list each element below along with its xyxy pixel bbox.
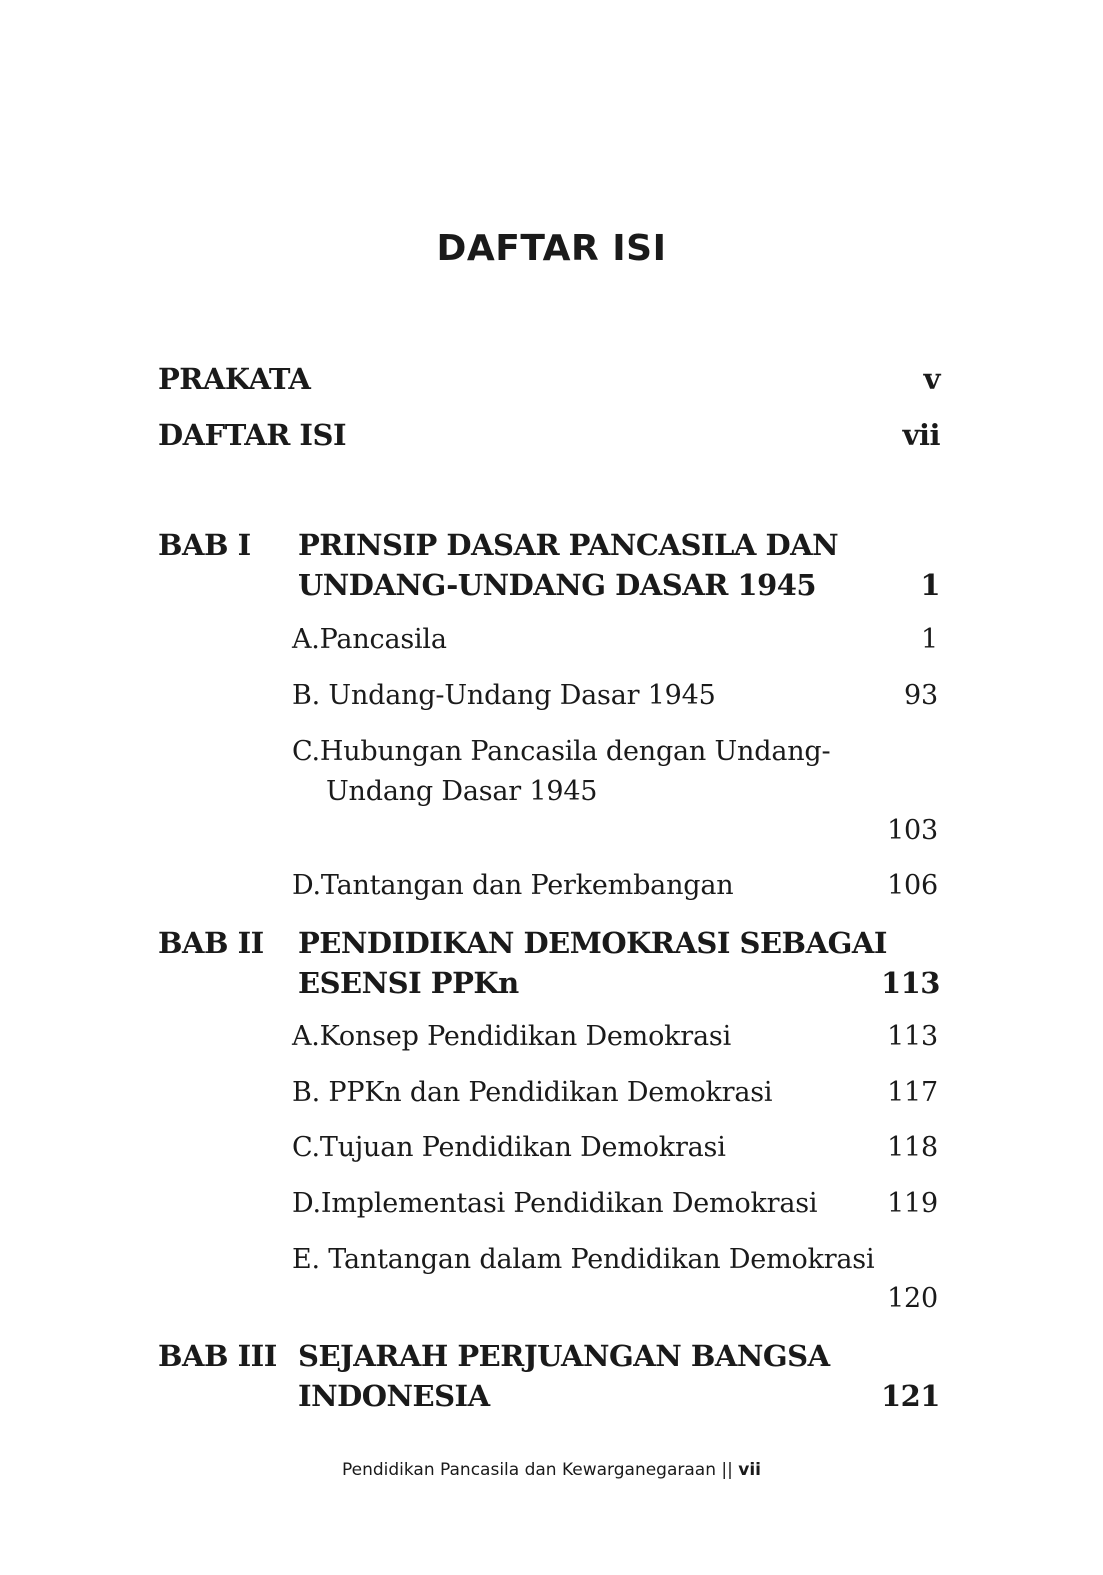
toc-entry-daftar-isi[interactable] xyxy=(0,418,1103,458)
section-label: C.Hubungan Pancasila dengan Undang- xyxy=(292,736,831,767)
section-page: 117 xyxy=(887,1077,938,1108)
toc-section[interactable] xyxy=(0,1021,1103,1061)
section-label: D.Tantangan dan Perkembangan xyxy=(292,870,734,901)
toc-section[interactable] xyxy=(0,1077,1103,1117)
toc-label: DAFTAR ISI xyxy=(158,418,347,452)
page-title: DAFTAR ISI xyxy=(436,228,667,269)
toc-section[interactable] xyxy=(0,1188,1103,1228)
section-page: 119 xyxy=(887,1188,938,1219)
chapter-title-line: ESENSI PPKn xyxy=(298,966,519,1000)
chapter-number: BAB III xyxy=(158,1339,277,1373)
chapter-heading-bab-3-cont[interactable] xyxy=(0,1379,1103,1419)
chapter-heading-bab-2-cont[interactable] xyxy=(0,966,1103,1006)
section-page: 113 xyxy=(887,1021,938,1052)
chapter-heading-bab-1[interactable] xyxy=(0,528,1103,568)
chapter-title-line: SEJARAH PERJUANGAN BANGSA xyxy=(298,1339,830,1373)
toc-section-page-line[interactable] xyxy=(0,1283,1103,1323)
toc-section[interactable] xyxy=(0,1132,1103,1172)
section-page: 118 xyxy=(887,1132,938,1163)
section-label: B. PPKn dan Pendidikan Demokrasi xyxy=(292,1077,773,1108)
toc-entry-prakata[interactable] xyxy=(0,362,1103,402)
chapter-title-line: UNDANG-UNDANG DASAR 1945 xyxy=(298,568,817,602)
section-label: D.Implementasi Pendidikan Demokrasi xyxy=(292,1188,818,1219)
section-label: B. Undang-Undang Dasar 1945 xyxy=(292,680,716,711)
section-page: 103 xyxy=(887,815,938,846)
toc-section[interactable] xyxy=(0,624,1103,664)
section-label-cont: Undang Dasar 1945 xyxy=(326,776,598,807)
section-label: E. Tantangan dalam Pendidikan Demokrasi xyxy=(292,1244,875,1275)
chapter-title-line: INDONESIA xyxy=(298,1379,490,1413)
chapter-page: 1 xyxy=(920,568,940,602)
footer-page-number: vii xyxy=(738,1460,762,1480)
chapter-heading-bab-1-cont[interactable] xyxy=(0,568,1103,608)
section-label: A.Konsep Pendidikan Demokrasi xyxy=(292,1021,732,1052)
toc-section-cont[interactable] xyxy=(0,776,1103,816)
section-page: 106 xyxy=(887,870,938,901)
chapter-heading-bab-3[interactable] xyxy=(0,1339,1103,1379)
chapter-title-line: PRINSIP DASAR PANCASILA DAN xyxy=(298,528,839,562)
toc-page: v xyxy=(923,362,940,396)
section-label: C.Tujuan Pendidikan Demokrasi xyxy=(292,1132,726,1163)
section-page: 93 xyxy=(904,680,938,711)
section-page: 1 xyxy=(921,624,938,655)
page-footer xyxy=(0,1460,1103,1480)
toc-section[interactable] xyxy=(0,1244,1103,1284)
chapter-title-line: PENDIDIKAN DEMOKRASI SEBAGAI xyxy=(298,926,887,960)
chapter-number: BAB II xyxy=(158,926,264,960)
chapter-number: BAB I xyxy=(158,528,251,562)
footer-text: Pendidikan Pancasila dan Kewarganegaraan || xyxy=(341,1460,739,1480)
chapter-heading-bab-2[interactable] xyxy=(0,926,1103,966)
chapter-page: 113 xyxy=(880,966,940,1000)
toc-label: PRAKATA xyxy=(158,362,311,396)
toc-section[interactable] xyxy=(0,680,1103,720)
chapter-page: 121 xyxy=(880,1379,940,1413)
toc-page: vii xyxy=(902,418,940,452)
toc-section[interactable] xyxy=(0,870,1103,910)
section-label: A.Pancasila xyxy=(292,624,447,655)
section-page: 120 xyxy=(887,1283,938,1314)
toc-section[interactable] xyxy=(0,736,1103,776)
toc-section-page-line[interactable] xyxy=(0,815,1103,855)
